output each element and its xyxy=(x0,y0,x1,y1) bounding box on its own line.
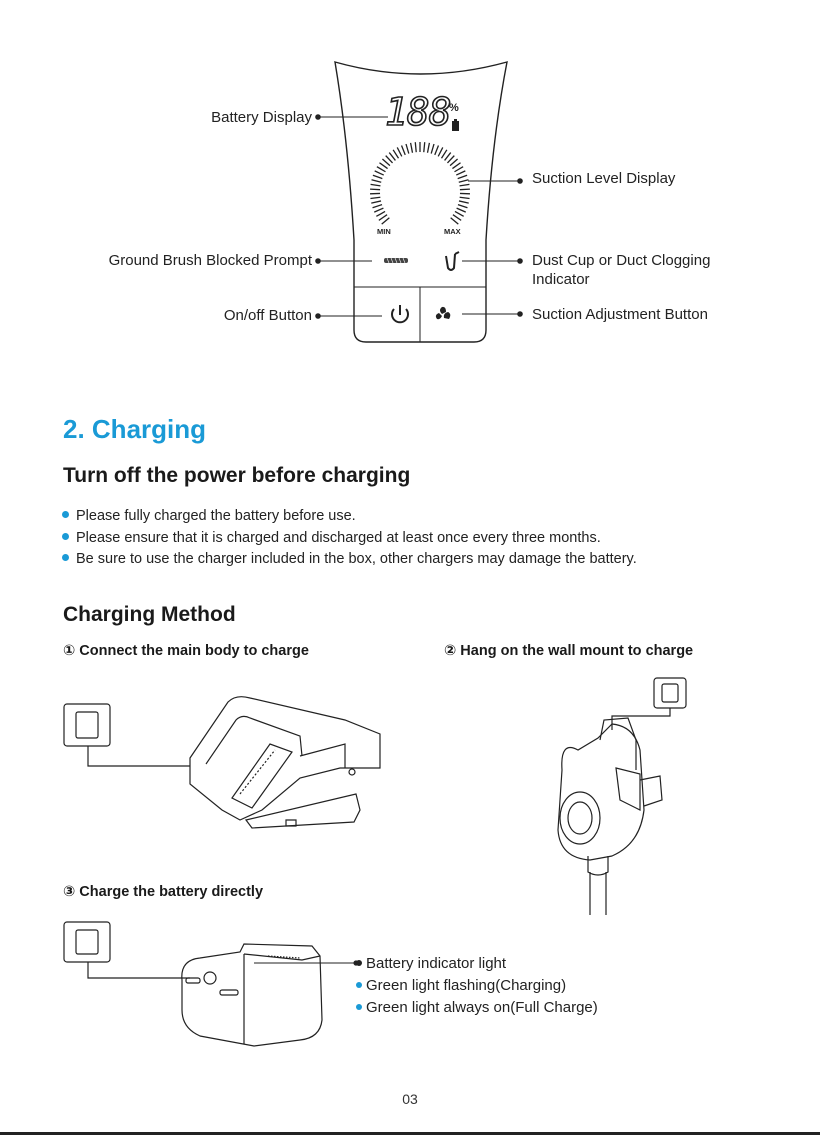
gauge-tick xyxy=(377,167,386,172)
callout-suction-level-display: Suction Level Display xyxy=(532,169,675,188)
gauge-tick xyxy=(447,156,454,163)
gauge-tick xyxy=(375,171,384,175)
gauge-tick xyxy=(415,142,416,152)
suction-gauge xyxy=(370,142,470,224)
gauge-tick xyxy=(454,167,463,172)
callout-battery-display: Battery Display xyxy=(211,108,312,127)
gauge-tick xyxy=(460,197,470,198)
bullet-item: Be sure to use the charger included in the box, other chargers may damage the battery. xyxy=(62,549,637,571)
charging-method-title: Charging Method xyxy=(63,603,236,627)
battery-adapter-icon xyxy=(64,922,110,962)
gauge-tick xyxy=(424,142,425,152)
callout-ground-brush-blocked: Ground Brush Blocked Prompt xyxy=(109,251,312,270)
gauge-tick xyxy=(379,163,387,169)
gauge-tick xyxy=(376,211,385,216)
gauge-tick xyxy=(435,146,439,155)
bullet-dot xyxy=(62,533,69,540)
gauge-tick xyxy=(438,147,443,156)
gauge-tick xyxy=(459,201,469,203)
bullet-dot xyxy=(62,554,69,561)
gauge-tick xyxy=(393,150,398,158)
green-flashing-label: Green light flashing(Charging) xyxy=(356,976,566,995)
gauge-tick xyxy=(460,184,470,186)
page-number: 03 xyxy=(0,1091,820,1107)
callout-dust-cup-clogging-1: Dust Cup or Duct Clogging xyxy=(532,251,710,270)
gauge-tick xyxy=(372,180,382,182)
gauge-tick xyxy=(373,175,382,178)
gauge-tick xyxy=(406,144,409,154)
callout-onoff-button: On/off Button xyxy=(224,306,312,325)
bullet-item: Please ensure that it is charged and discharged at least once every three months. xyxy=(62,528,637,550)
battery-pack-illustration xyxy=(182,944,322,1046)
gauge-tick xyxy=(456,171,465,175)
gauge-tick xyxy=(458,205,467,208)
gauge-tick xyxy=(370,197,380,198)
power-icon xyxy=(392,305,408,322)
gauge-tick xyxy=(428,143,430,153)
gauge-tick xyxy=(370,189,380,190)
bullet-item: Please fully charged the battery before use. xyxy=(62,506,637,528)
gauge-tick xyxy=(445,153,451,161)
gauge-tick xyxy=(397,147,402,156)
charging-subtitle: Turn off the power before charging xyxy=(63,464,410,488)
gauge-tick xyxy=(460,189,470,190)
gauge-tick xyxy=(458,175,467,178)
gauge-tick xyxy=(373,205,382,208)
gauge-tick xyxy=(382,159,390,166)
step-1-title: ① Connect the main body to charge xyxy=(63,643,309,659)
battery-indicator-label: Battery indicator light xyxy=(356,954,506,973)
duct-clog-icon xyxy=(446,254,455,270)
bullet-dot xyxy=(356,1004,362,1010)
gauge-tick xyxy=(382,218,390,224)
gauge-tick xyxy=(452,163,460,169)
callout-suction-adjustment-button: Suction Adjustment Button xyxy=(532,305,708,324)
vacuum-body-illustration xyxy=(190,697,380,828)
gauge-tick xyxy=(459,180,469,182)
charging-bullets xyxy=(62,506,637,571)
charging-illustrations xyxy=(0,660,820,1140)
gauge-tick xyxy=(379,215,387,221)
battery-display-digits: 188 xyxy=(385,92,451,132)
gauge-max-label: MAX xyxy=(444,227,461,236)
gauge-tick xyxy=(450,159,458,166)
callout-dust-cup-clogging-2: Indicator xyxy=(532,270,590,289)
charger-adapter-icon xyxy=(64,704,110,746)
green-always-on-label: Green light always on(Full Charge) xyxy=(356,998,598,1017)
bullet-dot xyxy=(356,960,362,966)
gauge-tick xyxy=(451,218,459,224)
battery-display-percent: % xyxy=(449,102,459,114)
gauge-tick xyxy=(411,143,413,153)
gauge-tick xyxy=(374,208,383,212)
gauge-tick xyxy=(371,201,381,203)
gauge-tick xyxy=(386,156,393,163)
gauge-tick xyxy=(431,144,434,154)
gauge-tick xyxy=(389,153,395,161)
gauge-tick xyxy=(453,215,461,221)
fan-icon xyxy=(436,307,450,319)
wall-adapter-icon xyxy=(654,678,686,708)
step-2-title: ② Hang on the wall mount to charge xyxy=(444,643,693,659)
step-3-title: ③ Charge the battery directly xyxy=(63,884,263,900)
gauge-tick xyxy=(441,150,446,158)
bullet-dot xyxy=(62,511,69,518)
battery-mini-icon xyxy=(452,121,459,131)
gauge-tick xyxy=(455,211,464,216)
gauge-min-label: MIN xyxy=(377,227,391,236)
gauge-tick xyxy=(457,208,466,212)
gauge-tick xyxy=(371,184,381,186)
wall-mount-illustration xyxy=(558,718,662,915)
section-title: 2. Charging xyxy=(63,414,206,445)
gauge-tick xyxy=(402,146,406,155)
bullet-dot xyxy=(356,982,362,988)
